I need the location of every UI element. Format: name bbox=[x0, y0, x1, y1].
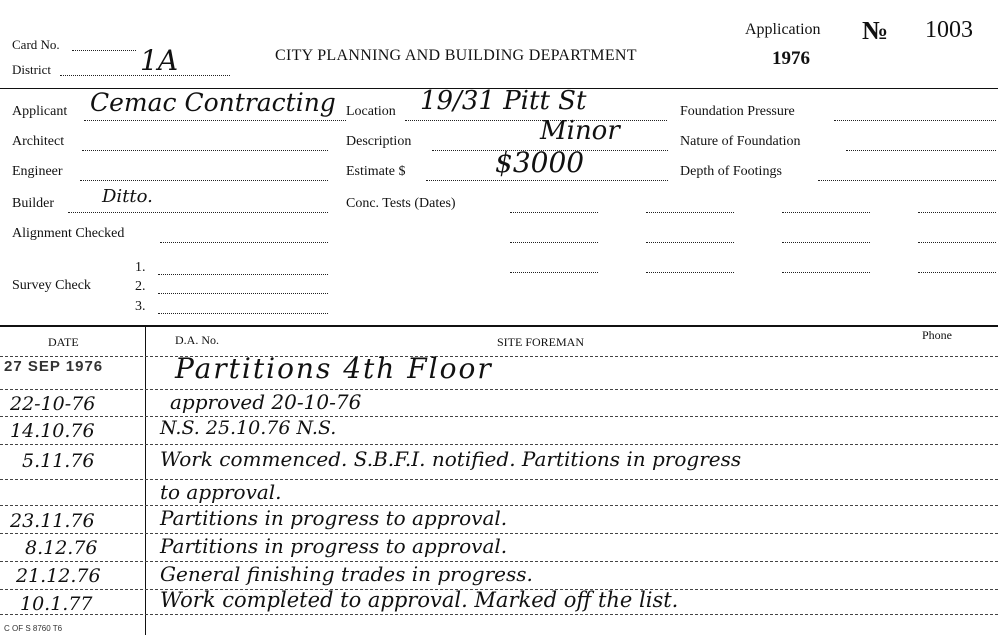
log-row-date: 10.1.77 bbox=[20, 593, 93, 615]
conc-line-1b bbox=[646, 212, 734, 213]
description-value: Minor bbox=[540, 116, 620, 146]
conc-line-3a bbox=[510, 272, 598, 273]
log-row-text: to approval. bbox=[160, 480, 282, 504]
location-line bbox=[405, 120, 667, 121]
log-row-text: N.S. 25.10.76 N.S. bbox=[160, 417, 337, 439]
log-row-date: 22-10-76 bbox=[10, 393, 96, 415]
depth-footings-line bbox=[818, 180, 996, 181]
log-row-text: Partitions in progress to approval. bbox=[160, 506, 508, 530]
year: 1976 bbox=[772, 48, 810, 69]
survey-3-num: 3. bbox=[135, 299, 146, 314]
survey-label: Survey Check bbox=[12, 278, 91, 293]
builder-label: Builder bbox=[12, 196, 54, 211]
conc-line-1d bbox=[918, 212, 996, 213]
log-row-date: 21.12.76 bbox=[16, 565, 101, 587]
district-value: 1A bbox=[140, 44, 179, 77]
log-row-date: 5.11.76 bbox=[22, 450, 95, 472]
alignment-line bbox=[160, 242, 328, 243]
estimate-line bbox=[426, 180, 668, 181]
conc-line-3d bbox=[918, 272, 996, 273]
foreman-header: SITE FOREMAN bbox=[497, 335, 585, 349]
estimate-label: Estimate $ bbox=[346, 164, 406, 179]
log-row-text: Partitions in progress to approval. bbox=[160, 534, 508, 558]
log-row-date: 14.10.76 bbox=[10, 420, 95, 442]
applicant-value: Cemac Contracting bbox=[90, 88, 336, 117]
nature-foundation-line bbox=[846, 150, 996, 151]
log-row-date: 23.11.76 bbox=[10, 510, 95, 532]
alignment-label: Alignment Checked bbox=[12, 226, 125, 241]
log-row-date: 8.12.76 bbox=[25, 537, 98, 559]
log-row-text: approved 20-10-76 bbox=[170, 390, 362, 414]
foundation-pressure-line bbox=[834, 120, 996, 121]
log-top-border bbox=[0, 325, 998, 327]
applicant-label: Applicant bbox=[12, 104, 68, 119]
engineer-line bbox=[80, 180, 328, 181]
conc-line-1c bbox=[782, 212, 870, 213]
location-label: Location bbox=[346, 104, 396, 119]
survey-1-num: 1. bbox=[135, 260, 146, 275]
district-label: District bbox=[12, 62, 51, 77]
survey-2-line bbox=[158, 293, 328, 294]
rule-1 bbox=[0, 356, 998, 357]
conc-line-2d bbox=[918, 242, 996, 243]
survey-2-num: 2. bbox=[135, 279, 146, 294]
log-row-text: General finishing trades in progress. bbox=[160, 562, 533, 586]
engineer-label: Engineer bbox=[12, 164, 63, 179]
phone-header: Phone bbox=[922, 328, 952, 342]
location-value: 19/31 Pitt St bbox=[420, 86, 587, 116]
application-label: Application bbox=[745, 21, 821, 38]
conc-line-3b bbox=[646, 272, 734, 273]
log-row-date: 27 SEP 1976 bbox=[4, 358, 104, 375]
date-header: DATE bbox=[48, 335, 79, 349]
nature-foundation-label: Nature of Foundation bbox=[680, 134, 801, 149]
builder-value: Ditto. bbox=[102, 186, 153, 207]
application-number: 1003 bbox=[925, 17, 973, 43]
conc-line-1a bbox=[510, 212, 598, 213]
form-code: C OF S 8760 T6 bbox=[4, 624, 63, 633]
survey-1-line bbox=[158, 274, 328, 275]
card-no-line bbox=[72, 50, 136, 51]
da-header: D.A. No. bbox=[175, 333, 219, 347]
estimate-value: $3000 bbox=[495, 146, 585, 179]
applicant-line bbox=[84, 120, 346, 121]
description-label: Description bbox=[346, 134, 412, 149]
log-row-text: Partitions 4th Floor bbox=[175, 352, 493, 385]
rule-3 bbox=[0, 416, 998, 417]
depth-footings-label: Depth of Footings bbox=[680, 164, 782, 179]
architect-label: Architect bbox=[12, 134, 65, 149]
rule-10 bbox=[0, 614, 998, 615]
builder-line bbox=[68, 212, 328, 213]
department-title: CITY PLANNING AND BUILDING DEPARTMENT bbox=[275, 47, 637, 64]
rule-4 bbox=[0, 444, 998, 445]
number-sign: № bbox=[862, 16, 889, 45]
conc-line-2a bbox=[510, 242, 598, 243]
conc-line-3c bbox=[782, 272, 870, 273]
architect-line bbox=[82, 150, 328, 151]
card-no-label: Card No. bbox=[12, 37, 60, 52]
survey-3-line bbox=[158, 313, 328, 314]
log-row-text: Work completed to approval. Marked off the list. bbox=[160, 588, 679, 612]
conc-line-2c bbox=[782, 242, 870, 243]
rule-2 bbox=[0, 389, 998, 390]
rule-5 bbox=[0, 479, 998, 480]
log-row-text: Work commenced. S.B.F.I. notified. Partitions in progress bbox=[160, 447, 742, 471]
conc-line-2b bbox=[646, 242, 734, 243]
foundation-pressure-label: Foundation Pressure bbox=[680, 104, 795, 119]
conc-tests-label: Conc. Tests (Dates) bbox=[346, 196, 456, 211]
